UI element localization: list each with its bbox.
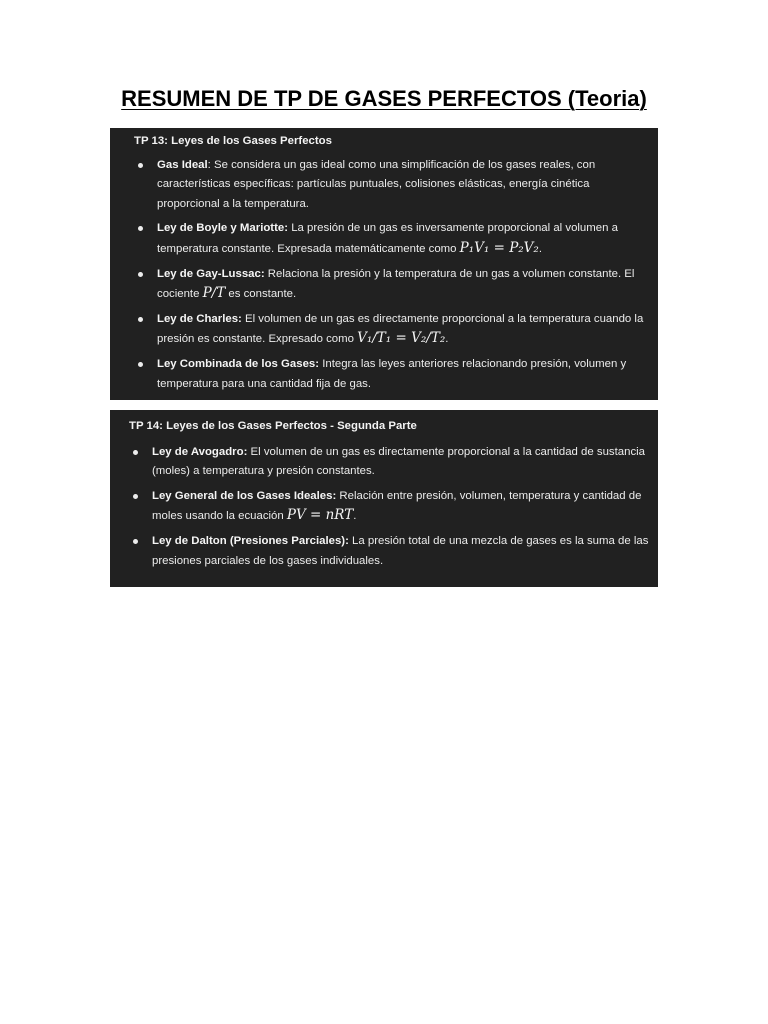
text-gas-ideal: : Se considera un gas ideal como una simplificación de los gases reales, con características específicas: partículas puntuales, colisiones elásticas, energía cinética proporcional a la temperatura. — [157, 158, 596, 210]
term-ley-combinada: Ley Combinada de los Gases: — [157, 357, 320, 370]
text-avogadro: El volumen de un gas es directamente proporcional a la cantidad de sustancia (moles) a temperatura y presión constantes. — [152, 445, 646, 478]
formula-gay-lussac: P/T — [202, 285, 226, 302]
formula-gases-ideales: PV = nRT — [286, 507, 354, 524]
list-item-boyle-mariotte — [134, 219, 644, 259]
list-item-gas-ideal — [134, 156, 644, 215]
term-gases-ideales: Ley General de los Gases Ideales: — [152, 489, 337, 502]
after-boyle-mariotte: . — [538, 242, 543, 255]
tp14-heading: TP 14: Leyes de los Gases Perfectos - Segunda Parte — [129, 420, 417, 432]
text-charles: El volumen de un gas es directamente proporcional a la temperatura cuando la presión es constante. Expresado como — [157, 312, 644, 346]
text-gay-lussac: Relaciona la presión y la temperatura de un gas a volumen constante. El cociente — [157, 267, 635, 301]
list-item-gases-ideales — [129, 487, 656, 527]
term-dalton: Ley de Dalton (Presiones Parciales): — [152, 534, 349, 547]
term-gay-lussac: Ley de Gay-Lussac: — [157, 267, 265, 280]
list-item-gay-lussac — [134, 265, 644, 305]
text-boyle-mariotte: La presión de un gas es inversamente proporcional al volumen a temperatura constante. Expresada matemáticamente como — [157, 222, 618, 255]
after-gases-ideales: . — [353, 510, 357, 523]
list-item-ley-combinada — [134, 355, 644, 394]
term-avogadro: Ley de Avogadro: — [152, 445, 248, 458]
text-dalton: La presión total de una mezcla de gases es la suma de las presiones parciales de los gases individuales. — [152, 534, 649, 567]
document-title: RESUMEN DE TP DE GASES PERFECTOS (Teoria) — [121, 86, 647, 111]
term-gas-ideal: Gas Ideal — [157, 158, 208, 171]
formula-charles: V₁/T₁ = V₂/T₂ — [357, 330, 446, 347]
text-gases-ideales: Relación entre presión, volumen, temperatura y cantidad de moles usando la ecuación — [152, 489, 642, 523]
tp14-panel — [110, 410, 658, 587]
tp13-list — [134, 156, 644, 395]
list-item-dalton — [129, 532, 656, 571]
list-item-charles — [134, 310, 644, 350]
tp14-list — [129, 443, 656, 572]
after-gay-lussac: es constante. — [225, 288, 297, 301]
formula-boyle-mariotte: P₁V₁ = P₂V₂ — [459, 239, 539, 256]
after-charles: . — [445, 333, 449, 346]
tp13-panel — [110, 128, 658, 400]
list-item-avogadro — [129, 443, 656, 482]
text-ley-combinada: Integra las leyes anteriores relacionando presión, volumen y temperatura para una cantidad fija de gas. — [157, 357, 627, 390]
term-charles: Ley de Charles: — [157, 312, 242, 325]
term-boyle-mariotte: Ley de Boyle y Mariotte: — [157, 222, 289, 235]
tp13-heading: TP 13: Leyes de los Gases Perfectos — [134, 135, 332, 147]
